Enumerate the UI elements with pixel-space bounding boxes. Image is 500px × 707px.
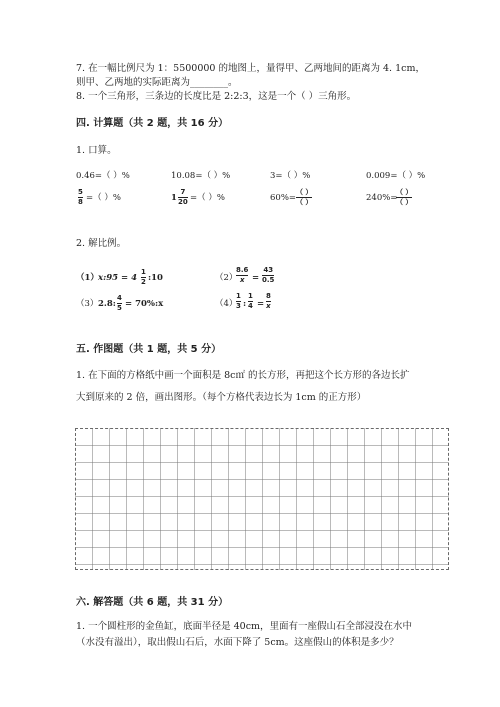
oral-8-blank-fraction: （ ） （ ） [396,188,413,206]
section-4-title: 四. 计算题（共 2 题，共 16 分） [76,118,229,129]
section-5-line-1: 1. 在下面的方格纸中画一个面积是 8c㎡ 的长方形，再把这个长方形的各边长扩 [76,370,410,381]
section-6-line-2: （水没有溢出），取出假山石后，水面下降了 5cm。这座假山的体积是多少？ [76,637,399,648]
oral-5-fraction: 5 8 [78,188,83,206]
oral-7-blank-fraction: （ ） （ ） [296,188,313,206]
ratio-2-left-fraction: 8.6 x [236,266,249,284]
section-4-q1-label: 1. 口算。 [76,145,117,156]
ratio-3-fraction: 4 5 [117,294,122,312]
ratio-2-label: （2） [215,273,238,283]
ratio-4-label: （4） [215,299,238,309]
ratio-1-text: x:95 = 4 [98,273,137,283]
ratio-1-label: （1） [76,273,99,283]
ratio-4-colon: : [243,299,247,309]
section-6-line-1: 1. 一个圆柱形的金鱼缸，底面半径是 40cm，里面有一座假山石全部浸没在水中 [76,621,413,632]
ratio-3-tail: = 70%:x [125,299,164,309]
ratio-1-fraction: 1 2 [141,268,146,286]
ratio-4-fraction-1: 1 3 [236,292,241,310]
ratio-4-fraction-3: 8 x [266,292,271,310]
question-8-line-1: 8. 一个三角形，三条边的长度比是 2:2:3，这是一个（ ）三角形。 [76,91,357,102]
ratio-4-fraction-2: 1 4 [248,292,253,310]
ratio-3-label: （3） [76,299,99,309]
oral-6-suffix: =（ ）% [190,193,225,203]
ratio-2-right-fraction: 43 0.5 [262,266,275,284]
grid-paper[interactable] [75,428,449,570]
ratio-1-tail: :10 [148,273,163,283]
section-4-q2-label: 2. 解比例。 [76,238,127,249]
oral-6-whole: 1 [171,193,177,203]
ratio-4-equals: = [257,299,265,309]
ratio-3-text: 2.8: [98,299,116,309]
oral-8-prefix: 240%= [366,193,398,203]
oral-5-suffix: =（ ）% [86,193,121,203]
oral-4: 0.009=（ ）% [366,171,426,181]
oral-1: 0.46=（ ）% [76,171,130,181]
oral-7-prefix: 60%= [270,193,297,203]
oral-3: 3=（ ）% [270,171,311,181]
question-7-line-1: 7. 在一幅比例尺为 1：5500000 的地图上，量得甲、乙两地间的距离为 4. 1cm， [76,63,425,74]
section-6-title: 六. 解答题（共 6 题，共 31 分） [76,597,229,608]
oral-6-fraction: 7 20 [178,188,188,206]
section-5-line-2: 大到原来的 2 倍，画出图形。（每个方格代表边长为 1cm 的正方形） [76,392,367,403]
question-7-line-2: 则甲、乙两地的实际距离为________。 [76,77,238,88]
ratio-2-equals: = [252,273,260,283]
oral-2: 10.08=（ ）% [171,171,231,181]
section-5-title: 五. 作图题（共 1 题，共 5 分） [76,344,222,355]
